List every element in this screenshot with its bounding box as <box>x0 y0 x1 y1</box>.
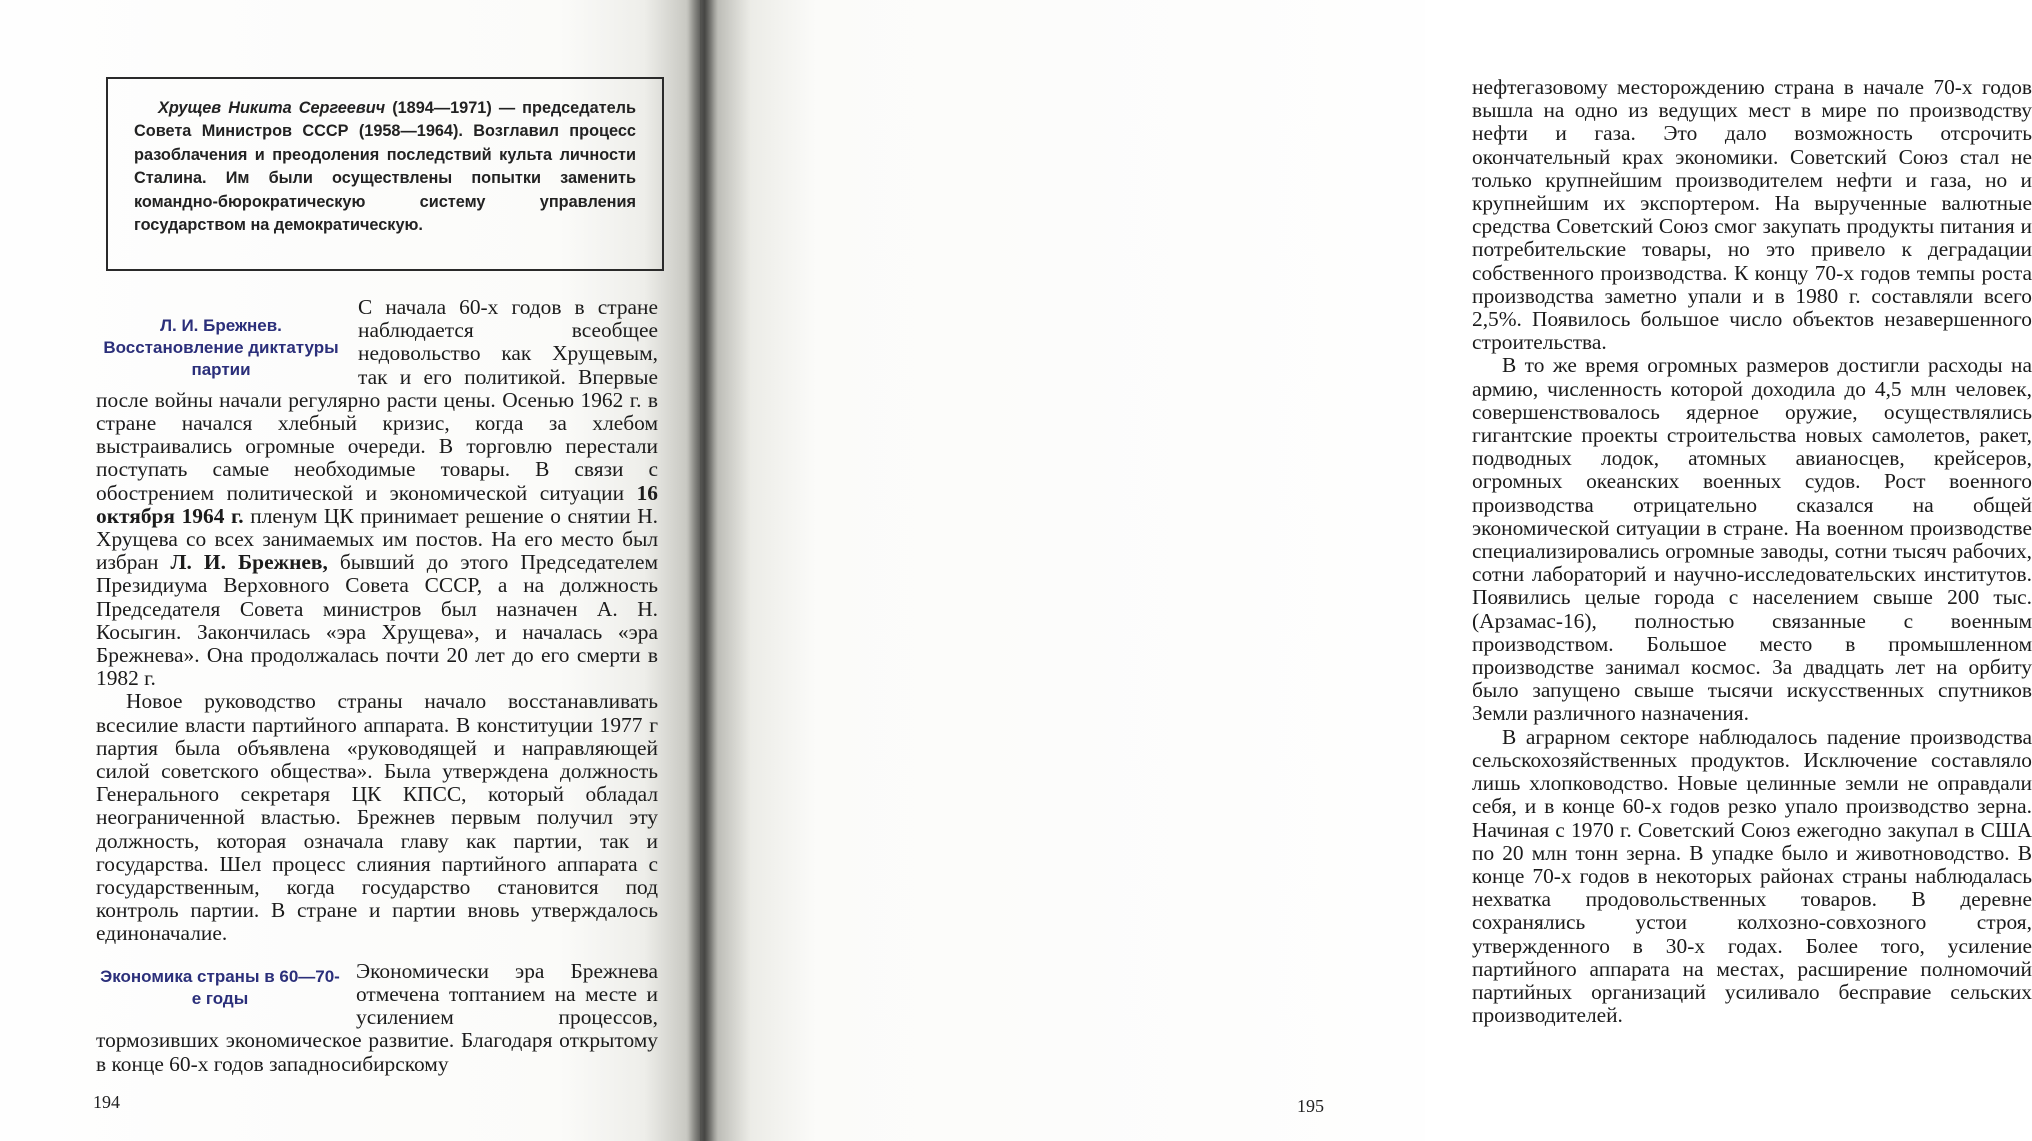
paragraph-4: нефтегазовому месторождению страна в начале 70-х годов вышла на одно из ведущих мест в мире по производству нефти и газа. Это дало возможность отсрочить окончательный крах экономики. Советский Союз стал не только крупнейшим производителем нефти и газа, но и крупнейшим их экспортером. На вырученные валютные средства Советский Союз смог закупать продукты питания и потребительские товары, но это привело к деградации собственного производства. К концу 70-х годов темпы роста производства заметно упали и в 1980 г. составляли всего 2,5%. Появилось большое число объектов незавершенного строительства. <box>1472 75 2032 355</box>
paragraph-1-part-a: С начала 60-х годов в стране наблюдается всеобщее недовольство как Хрущевым, так и его политикой. Впервые после войны начали регулярно расти цены. Осенью 1962 г. в стране начался хлебный кризис, когда за хлебом выстраивались огромные очереди. В торговлю перестали поступать самые необходимые товары. В связи с обострением политической и экономической ситуации <box>96 295 658 505</box>
paragraph-6: В аграрном секторе наблюдалось падение производства сельскохозяйственных продуктов. Исключение составляло лишь хлопководство. Новые целинные земли не оправдали себя, и в конце 60-х годов резко упало производство зерна. Начиная с 1970 г. Советский Союз ежегодно закупал в США по 20 млн тонн зерна. В упадке было и животноводство. В конце 70-х годов в некоторых районах страны наблюдалась нехватка продовольственных товаров. В деревне сохранялись устои колхозно-совхозного строя, утвержденного в 30-х годах. Более того, усиление партийного аппарата на местах, расширение полномочий партийных организаций усиливало бесправие сельских производителей. <box>1472 724 2032 1028</box>
biography-text <box>134 97 636 237</box>
biography-body: (1894—1971) — председатель Совета Министров СССР (1958—1964). Возглавил процесс разоблачения и преодоления последствий культа личности Сталина. Им были осуществлены попытки заменить командно-бюрократическую систему управления государством на демократическую. <box>134 99 637 235</box>
biography-name: Хрущев Никита Сергеевич <box>158 99 386 117</box>
page-number-left: 194 <box>93 1092 120 1112</box>
section-heading-brezhnev: Л. И. Брежнев. Восстановление диктатуры партии <box>103 316 339 379</box>
paragraph-5: В то же время огромных размеров достигли расходы на армию, численность которой доходила до 4,5 млн человек, совершенствовалось ядерное оружие, осуществлялись гигантские проекты строительства новых самолетов, ракет, подводных лодок, атомных авианосцев, крейсеров, огромных океанских военных судов. Рост военного производства отрицательно сказался на общей экономической ситуации в стране. На военном производстве специализировались огромные заводы, сотни тысяч рабочих, сотни лабораторий и научно-исследовательских институтов. Появились целые города с населением свыше 200 тыс. (Арзамас-16), полностью связанные с военным производством. Большое место в промышленном производстве занимал космос. За двадцать лет на орбиту было запущено свыше тысячи искусственных спутников Земли различного назначения. <box>1472 353 2032 726</box>
book-gutter <box>688 0 718 1141</box>
biography-box <box>106 77 664 271</box>
name-highlight: Л. И. Брежнев, <box>170 550 328 575</box>
paragraph-1-part-c: пленум ЦК принимает решение о снятии Н. Хрущева со всех занимаемых им постов. На его место был избран <box>96 503 658 575</box>
date-highlight: 16 октября 1964 г. <box>96 480 658 528</box>
right-page <box>700 0 2032 1141</box>
paragraph-1-part-e: бывший до этого Председателем Президиума Верховного Совета СССР, а на должность Председателя Совета министров был назначен А. Н. Косыгин. Закончилась «эра Хрущева», и началась «эра Брежнева». Она продолжалась почти 20 лет до его смерти в 1982 г. <box>96 550 658 691</box>
paragraph-2: Новое руководство страны начало восстанавливать всесилие власти партийного аппарата. В конституции 1977 г партия была объявлена «руководящей и направляющей силой советского общества». Была утверждена должность Генерального секретаря ЦК КПСС, который обладал неограниченной властью. Брежнев первым получил эту должность, которая означала главу как партии, так и государства. Шел процесс слияния партийного аппарата с государственным, когда государство становится под контроль партии. В стране и партии вновь утверждалось единоначалие. <box>96 689 658 946</box>
right-column <box>1472 76 2032 1027</box>
left-page <box>0 0 700 1141</box>
paragraph-3: Экономически эра Брежнева отмечена топтанием на месте и усилением процессов, тормозивших экономическое развитие. Благодаря открытому в конце 60-х годов западносибирскому <box>96 958 658 1076</box>
page-number-right: 195 <box>1297 1096 1324 1116</box>
section-heading-economy: Экономика страны в 60—70-е годы <box>100 966 340 1008</box>
left-column <box>96 296 658 1076</box>
